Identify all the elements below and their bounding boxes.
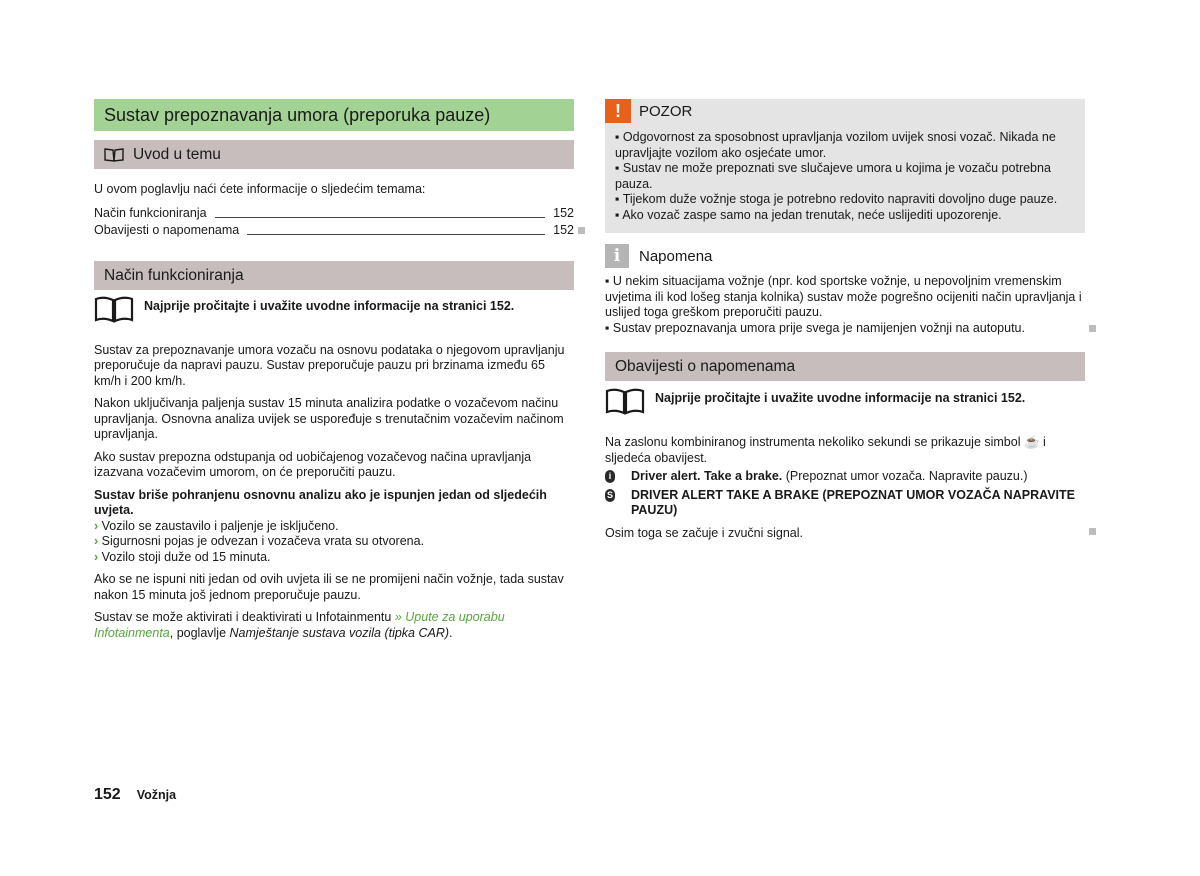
toc-row[interactable] [94,205,574,222]
page-number: 152 [94,786,121,803]
toc-page: 152 [553,205,574,220]
intro-heading-label: Uvod u temu [133,146,221,163]
arrow-icon: › [94,549,102,564]
info-icon: i [605,244,629,268]
read-first-note [94,299,574,323]
table-of-contents [94,205,574,239]
note-header [605,244,1085,268]
closing-paragraph [605,526,1085,542]
list-item: ▪ U nekim situacijama vožnje (npr. kod sportske vožnje, u nepovoljnim vremenskim uvjetima ili kod lošeg stanja kolnika) sustav može pogrešno ocijeniti način upravljanja i uslijed toga greškom preporučiti pauzu. [605,274,1082,319]
arrow-icon: › [94,534,102,548]
arrow-icon: › [94,518,102,533]
page-title: Sustav prepoznavanja umora (preporuka pauze) [94,99,574,131]
toc-leader [215,217,546,218]
toc-row[interactable] [94,222,574,239]
conditions-heading: Sustav briše pohranjenu osnovnu analizu ako je ispunjen jedan od sljedećih uvjeta. [94,487,547,517]
warning-title: POZOR [639,102,693,120]
note-list [605,274,1085,336]
paragraph: Sustav se može aktivirati i deaktivirati u Infotainmentu » Upute za uporabu Infotainmenta, poglavlje Namještanje sustava vozila (tipka CAR). [94,610,505,640]
list-item: ▪ Sustav prepoznavanja umora prije svega je namijenjen vožnji na autoputu. [605,320,1025,335]
paragraph: Ako se ne ispuni niti jedan od ovih uvjeta ili se ne promijeni način vožnje, tada sustav nakon 15 minuta još jednom preporučuje pauzu. [94,572,564,602]
warning-box [605,99,1085,233]
paragraph: Na zaslonu kombiniranog instrumenta nekoliko sekundi se prikazuje simbol ☕ i sljedeća obavijest. [605,435,1046,465]
list-item: › Sigurnosni pojas je odvezan i vozačeva vrata su otvorena. [94,534,425,548]
toc-leader [247,234,545,235]
end-square-icon [578,227,585,234]
infotainment-manual-link[interactable]: » Upute za uporabu Infotainmenta [94,610,505,640]
warning-header [605,99,1085,123]
intro-heading [94,140,574,169]
right-column [605,99,1085,541]
note-title: Napomena [639,247,713,265]
book-icon [104,148,124,162]
list-item: › Vozilo stoji duže od 15 minuta. [94,549,271,564]
toc-label: Obavijesti o napomenama [94,222,240,237]
end-square-icon [1089,325,1096,332]
display-mode-icon: S [606,489,613,500]
read-first-text: Najprije pročitajte i uvažite uvodne informacije na stranici 152. [144,298,515,313]
toc-label: Način funkcioniranja [94,205,207,220]
display-mode-icon: i [605,470,615,483]
open-book-icon [605,387,645,415]
display-message: i Driver alert. Take a brake. (Prepoznat umor vozača. Napravite pauzu.) [605,469,1085,485]
list-item: ▪ Odgovornost za sposobnost upravljanja vozilom uvijek snosi vozač. Nikada ne upravljajte vozilom ako osjećate umor. [615,130,1056,160]
read-first-note [605,391,1085,415]
read-first-text: Najprije pročitajte i uvažite uvodne informacije na stranici 152. [655,391,1026,405]
intro-text: U ovom poglavlju naći ćete informacije o sljedećim temama: [94,182,426,196]
paragraph: Ako sustav prepozna odstupanja od uobičajenog vozačevog načina upravljanja izazvana vozačevim umorom, on će preporučiti pauzu. [94,449,532,479]
page-footer [94,786,176,804]
open-book-icon [94,295,134,323]
warning-icon: ! [605,99,631,123]
list-item: ▪ Tijekom duže vožnje stoga je potrebno redovito napraviti dovoljno duge pauze. [615,192,1058,206]
display-message: S DRIVER ALERT TAKE A BRAKE (PREPOZNAT UMOR VOZAČA NAPRAVITE PAUZU) [606,487,1075,517]
warning-list [605,123,1085,223]
toc-page: 152 [553,222,574,237]
section-heading-messages: Obavijesti o napomenama [605,352,1085,381]
list-item: › Vozilo se zaustavilo i paljenje je isključeno. [94,518,339,533]
end-square-icon [1089,528,1096,535]
chapter-name: Vožnja [136,788,177,802]
paragraph: Osim toga se začuje i zvučni signal. [605,525,804,540]
list-item: ▪ Sustav ne može prepoznati sve slučajeve umora u kojima je vozaču potrebna pauza. [615,161,1051,191]
section-heading-function: Način funkcioniranja [94,261,574,290]
paragraph: Nakon uključivanja paljenja sustav 15 minuta analizira podatke o vozačevom načinu upravljanja. Osnovna analiza uvijek se uspoređuje s trenutačnim vozačevim načinom upravljanja. [94,396,564,441]
paragraph: Sustav za prepoznavanje umora vozaču na osnovu podataka o njegovom upravljanju preporučuje da napravi pauzu. Sustav preporučuje pauzu pri brzinama između 65 km/h i 200 km/h. [94,342,565,388]
list-item: ▪ Ako vozač zaspe samo na jedan trenutak, neće uslijediti upozorenje. [615,207,1002,222]
left-column [94,99,574,641]
